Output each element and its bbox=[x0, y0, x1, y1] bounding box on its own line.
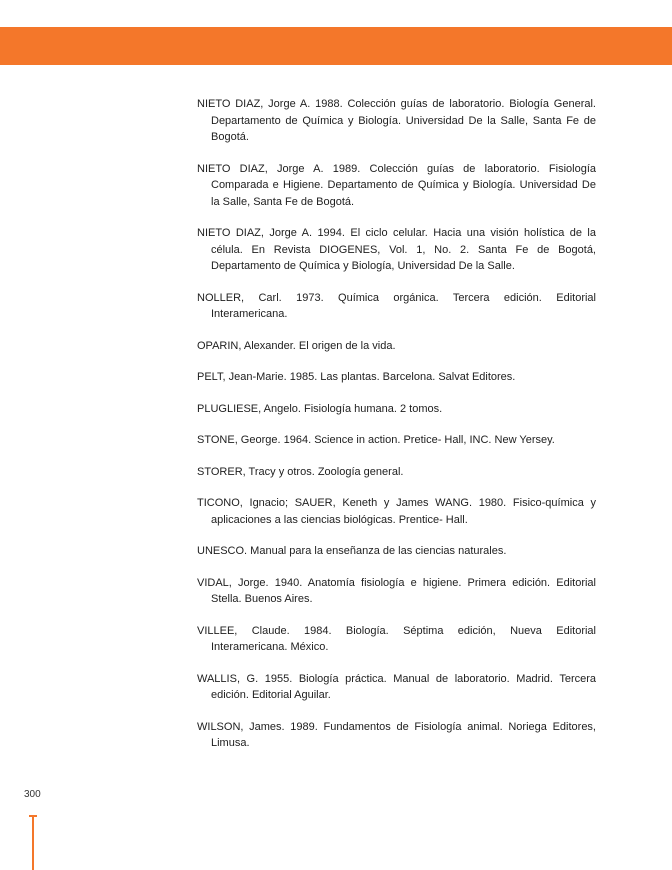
reference-entry: WALLIS, G. 1955. Biología práctica. Manual de laboratorio. Madrid. Tercera edición. Editorial Aguilar. bbox=[197, 672, 596, 701]
reference-entry: PLUGLIESE, Angelo. Fisiología humana. 2 tomos. bbox=[197, 402, 443, 415]
reference-entry: WILSON, James. 1989. Fundamentos de Fisiología animal. Noriega Editores, Limusa. bbox=[197, 720, 596, 749]
reference-entry: NIETO DIAZ, Jorge A. 1994. El ciclo celular. Hacia una visión holística de la célula. En Revista DIOGENES, Vol. 1, No. 2. Santa Fe de Bogotá, Departamento de Química y Biología, Universidad De la Salle. bbox=[197, 227, 596, 272]
reference-entry: NIETO DIAZ, Jorge A. 1988. Colección guías de laboratorio. Biología General. Departamento de Química y Biología. Universidad De la Salle, Santa Fe de Bogotá. bbox=[197, 98, 596, 143]
reference-entry: OPARIN, Alexander. El origen de la vida. bbox=[197, 339, 396, 352]
reference-entry: NIETO DIAZ, Jorge A. 1989. Colección guías de laboratorio. Fisiología Comparada e Higiene. Departamento de Química y Biología. Universidad De la Salle, Santa Fe de Bogotá. bbox=[197, 162, 596, 208]
reference-entry: VILLEE, Claude. 1984. Biología. Séptima edición, Nueva Editorial Interamericana. México. bbox=[197, 624, 596, 653]
reference-list bbox=[197, 96, 596, 767]
reference-entry: STONE, George. 1964. Science in action. Pretice- Hall, INC. New Yersey. bbox=[197, 434, 555, 446]
page-number: 300 bbox=[24, 789, 41, 800]
reference-entry: UNESCO. Manual para la enseñanza de las ciencias naturales. bbox=[197, 545, 507, 557]
reference-entry: STORER, Tracy y otros. Zoología general. bbox=[197, 465, 404, 478]
reference-entry: PELT, Jean-Marie. 1985. Las plantas. Barcelona. Salvat Editores. bbox=[197, 371, 516, 383]
header-band bbox=[0, 27, 672, 65]
reference-entry: TICONO, Ignacio; SAUER, Keneth y James WANG. 1980. Fisico-química y aplicaciones a las ciencias biológicas. Prentice- Hall. bbox=[197, 497, 596, 526]
reference-entry: VIDAL, Jorge. 1940. Anatomía fisiología e higiene. Primera edición. Editorial Stella. Buenos Aires. bbox=[197, 576, 596, 605]
page-rule bbox=[32, 815, 34, 870]
reference-entry: NOLLER, Carl. 1973. Química orgánica. Tercera edición. Editorial Interamericana. bbox=[197, 291, 596, 320]
